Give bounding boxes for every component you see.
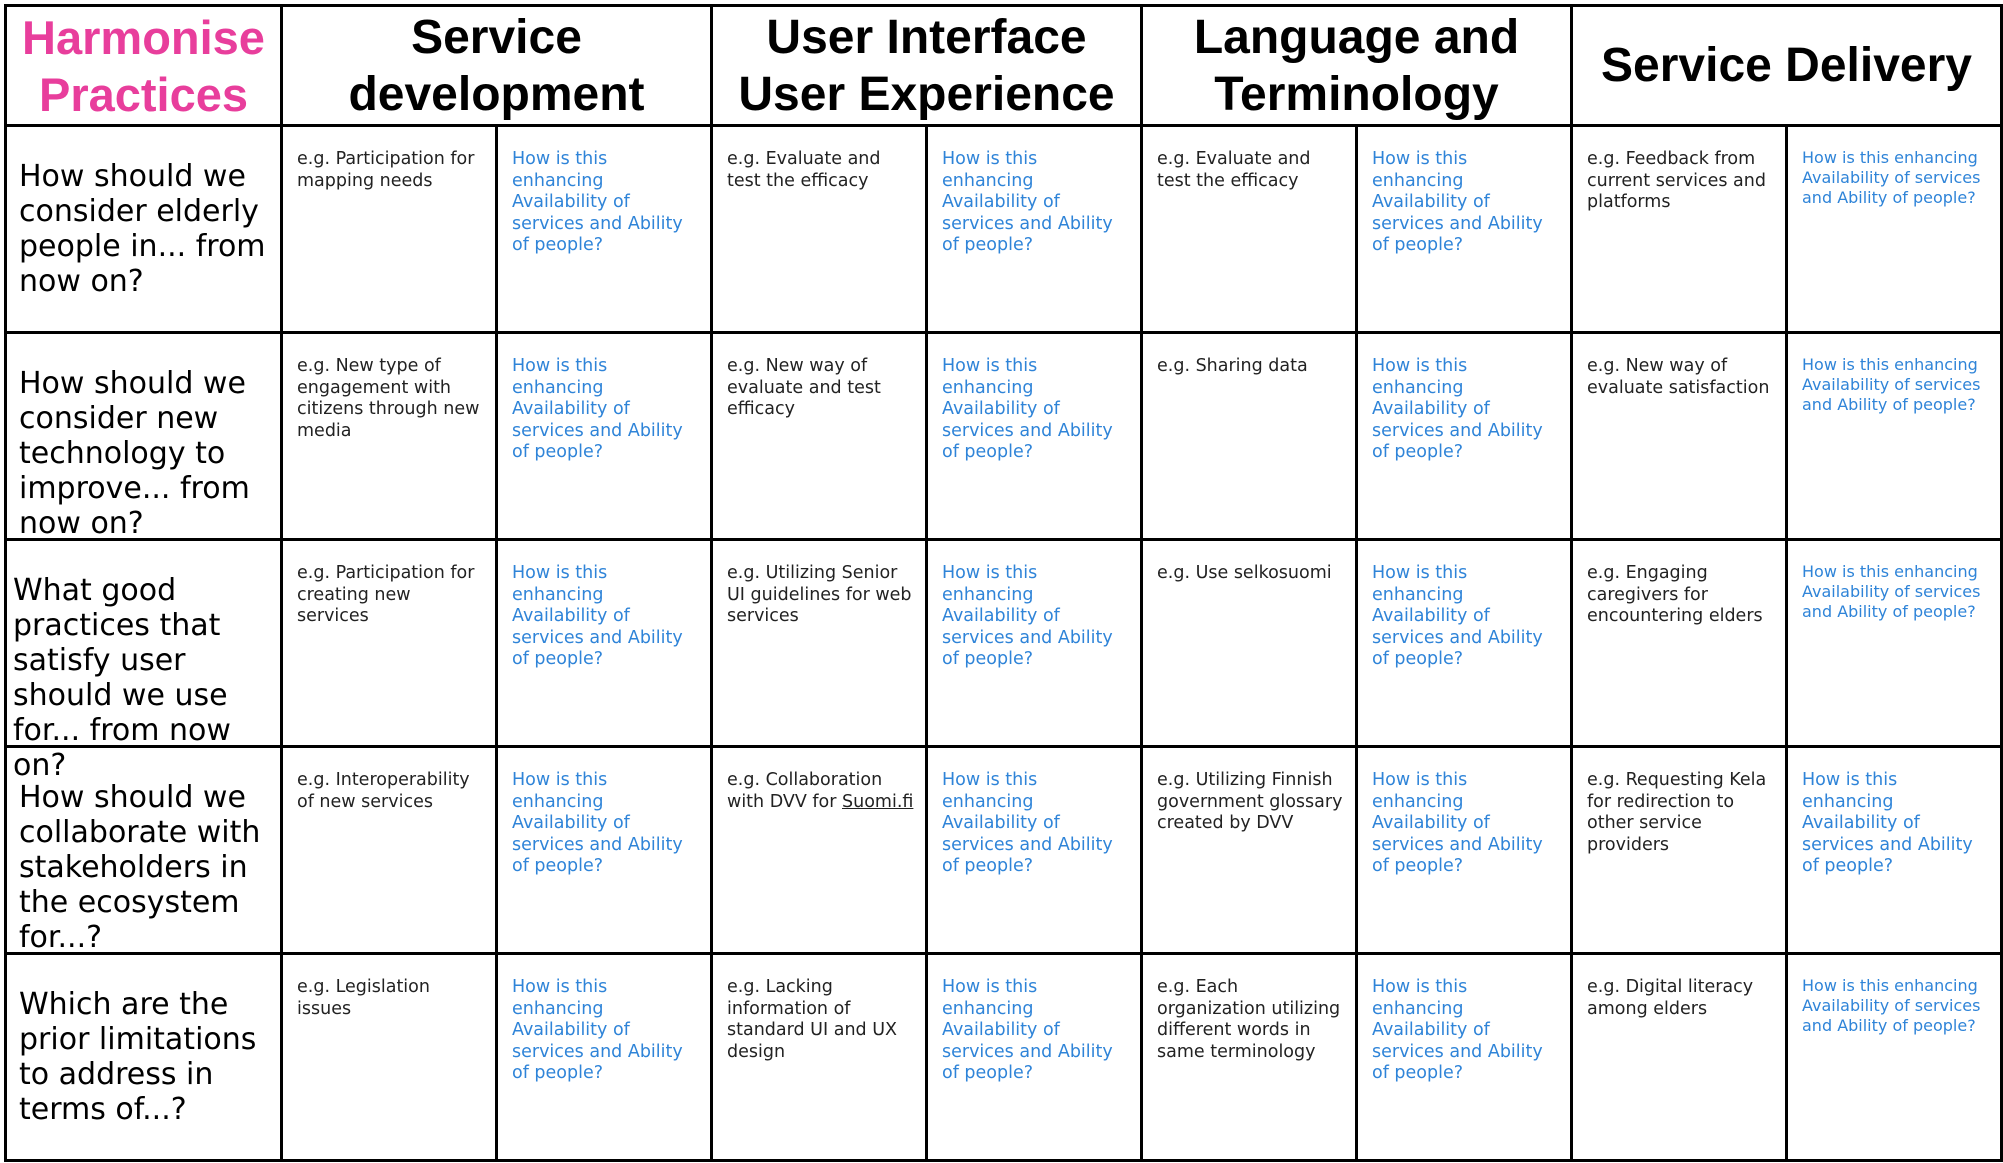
reflection-prompt: How is this enhancing Availability of services and Ability of people? bbox=[1788, 127, 2003, 334]
reflection-prompt: How is this enhancing Availability of services and Ability of people? bbox=[928, 127, 1143, 334]
example-note: e.g. New type of engagement with citizens through new media bbox=[283, 334, 498, 541]
example-note: e.g. New way of evaluate satisfaction bbox=[1573, 334, 1788, 541]
example-note: e.g. New way of evaluate and test efficacy bbox=[713, 334, 928, 541]
row-question: Which are the prior limitations to address in terms of...? bbox=[7, 955, 283, 1162]
table-title: Harmonise Practices bbox=[7, 7, 283, 127]
example-note: e.g. Lacking information of standard UI and UX design bbox=[713, 955, 928, 1162]
reflection-prompt: How is this enhancing Availability of services and Ability of people? bbox=[1358, 127, 1573, 334]
reflection-prompt: How is this enhancing Availability of services and Ability of people? bbox=[498, 127, 713, 334]
harmonise-practices-table bbox=[4, 4, 2003, 1162]
reflection-prompt: How is this enhancing Availability of services and Ability of people? bbox=[1358, 541, 1573, 748]
row-question: What good practices that satisfy user should we use for... from now on? bbox=[7, 541, 283, 748]
example-note: e.g. Engaging caregivers for encountering elders bbox=[1573, 541, 1788, 748]
reflection-prompt: How is this enhancing Availability of services and Ability of people? bbox=[498, 541, 713, 748]
reflection-prompt: How is this enhancing Availability of services and Ability of people? bbox=[928, 334, 1143, 541]
example-note: e.g. Sharing data bbox=[1143, 334, 1358, 541]
reflection-prompt: How is this enhancing Availability of services and Ability of people? bbox=[1358, 748, 1573, 955]
row-question: How should we consider elderly people in... from now on? bbox=[7, 127, 283, 334]
row-question: How should we collaborate with stakeholders in the ecosystem for...? bbox=[7, 748, 283, 955]
example-note: e.g. Legislation issues bbox=[283, 955, 498, 1162]
example-note: e.g. Feedback from current services and platforms bbox=[1573, 127, 1788, 334]
example-text: e.g. Collaboration with DVV for bbox=[727, 770, 883, 812]
example-note: e.g. Evaluate and test the efficacy bbox=[1143, 127, 1358, 334]
reflection-prompt: How is this enhancing Availability of services and Ability of people? bbox=[1358, 334, 1573, 541]
example-note: e.g. Each organization utilizing different words in same terminology bbox=[1143, 955, 1358, 1162]
reflection-prompt: How is this enhancing Availability of services and Ability of people? bbox=[928, 748, 1143, 955]
example-note: e.g. Requesting Kela for redirection to other service providers bbox=[1573, 748, 1788, 955]
column-header-service-delivery: Service Delivery bbox=[1573, 7, 2003, 127]
reflection-prompt: How is this enhancing Availability of services and Ability of people? bbox=[1358, 955, 1573, 1162]
column-header-language-terminology: Language and Terminology bbox=[1143, 7, 1573, 127]
example-note: e.g. Use selkosuomi bbox=[1143, 541, 1358, 748]
row-question: How should we consider new technology to improve... from now on? bbox=[7, 334, 283, 541]
column-header-service-development: Service development bbox=[283, 7, 713, 127]
example-note: e.g. Participation for creating new services bbox=[283, 541, 498, 748]
reflection-prompt: How is this enhancing Availability of services and Ability of people? bbox=[928, 955, 1143, 1162]
example-note: e.g. Interoperability of new services bbox=[283, 748, 498, 955]
reflection-prompt: How is this enhancing Availability of services and Ability of people? bbox=[498, 748, 713, 955]
example-note: e.g. Digital literacy among elders bbox=[1573, 955, 1788, 1162]
reflection-prompt: How is this enhancing Availability of services and Ability of people? bbox=[1788, 955, 2003, 1162]
example-note: e.g. Participation for mapping needs bbox=[283, 127, 498, 334]
suomi-fi-link[interactable]: Suomi.fi bbox=[842, 791, 914, 812]
example-note: e.g. Utilizing Senior UI guidelines for web services bbox=[713, 541, 928, 748]
example-note: e.g. Utilizing Finnish government glossary created by DVV bbox=[1143, 748, 1358, 955]
reflection-prompt: How is this enhancing Availability of services and Ability of people? bbox=[1788, 334, 2003, 541]
example-note bbox=[713, 748, 928, 955]
example-note: e.g. Evaluate and test the efficacy bbox=[713, 127, 928, 334]
reflection-prompt: How is this enhancing Availability of services and Ability of people? bbox=[1788, 541, 2003, 748]
reflection-prompt: How is this enhancing Availability of services and Ability of people? bbox=[498, 955, 713, 1162]
reflection-prompt: How is this enhancing Availability of services and Ability of people? bbox=[928, 541, 1143, 748]
reflection-prompt: How is this enhancing Availability of services and Ability of people? bbox=[498, 334, 713, 541]
reflection-prompt: How is this enhancing Availability of services and Ability of people? bbox=[1788, 748, 2003, 955]
column-header-ui-ux: User Interface User Experience bbox=[713, 7, 1143, 127]
